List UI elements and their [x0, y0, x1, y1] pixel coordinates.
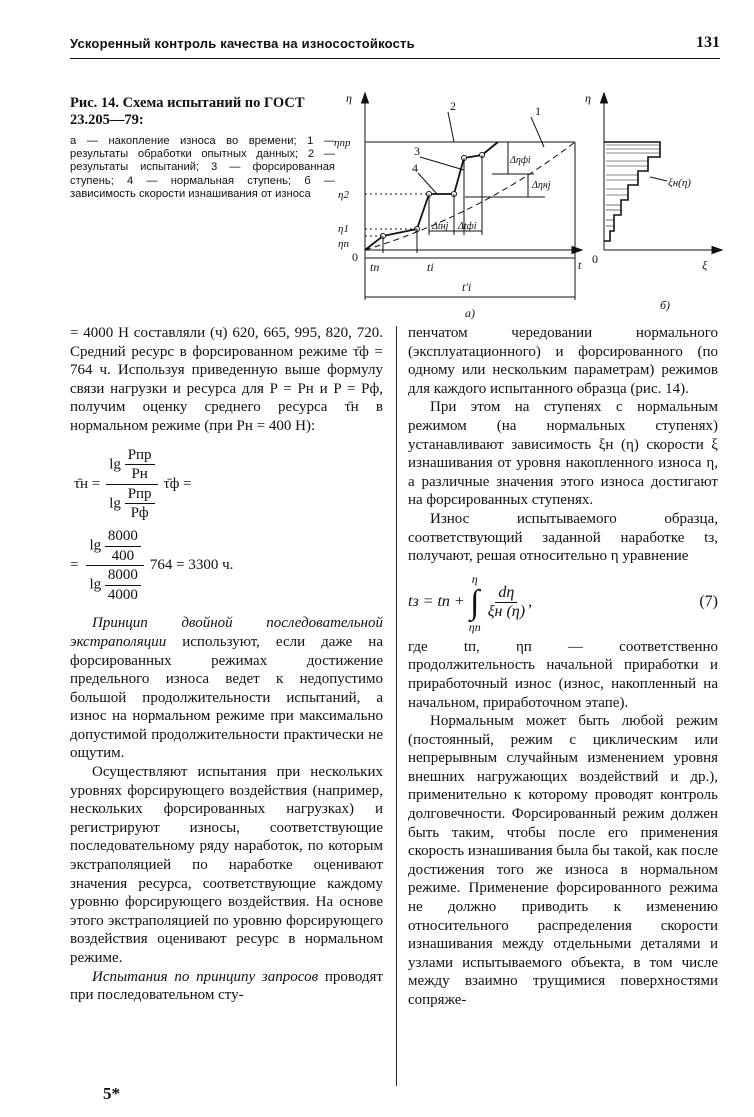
label-2: 2: [450, 99, 456, 113]
right-paragraph-3: Износ испытываемого образца, соответствующий заданной наработке tз, получают, решая относительно η уравнение: [408, 510, 718, 565]
resource-equation-1: τ̄н = lg $\frac{\text{Pпр}}{Pн}$ lg $\frac{\text{Pпр}}{Pф}$ τ̄ф =: [74, 446, 192, 522]
right-paragraph-4: где tп, ηп — соответственно продолжительность начальной приработки и приработочный износ (износ, накопленный на начальном, приработочном этапе).: [408, 638, 718, 711]
label-3: 3: [414, 144, 420, 158]
figure-caption: [70, 95, 335, 201]
label-b-zero: 0: [592, 252, 598, 266]
label-b-eta: η: [585, 91, 591, 105]
caption-title: Рис. 14. Схема испытаний по ГОСТ 23.205—79:: [70, 95, 305, 128]
left-paragraph-3: Осуществляют испытания при нескольких уровнях форсирующего воздействия (например, нескольких форсированных нагрузках) и регистрируют износы, соответствующие последовательному ряду наработок, по которым экстраполяцией по наработке оценивают значения ресурса, соответствующие каждому уровню форсирующего воздействия. На основе этого экстраполяцией по уровню форсирующего воздействия оценивают ресурс в нормальном режиме.: [70, 764, 383, 966]
right-paragraph-2: При этом на ступенях с нормальным режимом (на нормальных ступенях) устанавливают зависимость ξн (η) скорости ξ изнашивания от уровня накопленного износа η, а различные значения этого износа достигают на форсированных ступенях.: [408, 399, 718, 509]
wear-test-diagram: [330, 85, 730, 320]
label-t-i: ti: [427, 260, 434, 274]
label-eta-1: η1: [338, 223, 349, 235]
signature-mark: 5*: [103, 1084, 120, 1103]
label-d-eta-fi: Δηфi: [510, 155, 531, 166]
label-d-t-fi: Δtфi: [458, 221, 477, 232]
label-xi: ξ: [702, 258, 708, 272]
label-b: б): [660, 298, 671, 312]
page-number: 131: [696, 34, 720, 51]
label-t: t: [578, 258, 582, 272]
left-column: [70, 324, 383, 1005]
right-paragraph-1: пенчатом чередовании нормального (эксплуатационного) и форсированного (по одному или нескольким параметрам) режимов для каждого испытанного образца (рис. 14).: [408, 325, 718, 397]
equation-number: (7): [699, 593, 718, 611]
header-rule: [70, 58, 720, 59]
label-zero: 0: [352, 250, 358, 264]
label-eta: η: [346, 91, 352, 105]
label-4: 4: [412, 161, 418, 175]
right-paragraph-5: Нормальным может быть любой режим (постоянный, режим с циклическим или непрерывным случайным изменением уровня внешних нагружающих воздействий и др.), применительно к которому проводят контроль долговечности. Форсированный режим должен быть таким, чтобы после его применения скорость изнашивания была бы такой, как после достижения того же износа в нормальном режиме. Применение форсированного режима не должно приводить к изменению относительного распределения скорости изнашивания между отдельными деталями и узлами испытываемого объекта, в том числе между взаимно трущимися поверхностями сопряже-: [408, 713, 718, 1008]
running-title: Ускоренный контроль качества на износостойкость: [70, 36, 415, 51]
resource-equation-2: = lg $\frac{8000}{400}$ lg $\frac{8000}{4000}$ 764 = 3300 ч.: [70, 527, 234, 603]
label-1: 1: [535, 104, 541, 118]
label-eta-p: ηп: [338, 238, 349, 250]
left-paragraph-4: Испытания по принципу запросов проводят при последовательном сту-: [70, 968, 383, 1004]
caption-body: а — накопление износа во времени; 1 — результаты обработки опытных данных; 2 — результаты испытаний; 3 — форсированная ступень; 4 — нормальная ступень; б — зависимость скорости изнашивания от износа: [70, 135, 335, 200]
label-t-p: tп: [370, 260, 380, 274]
t-axis-arrow: [572, 247, 582, 254]
diagram-b: [601, 93, 723, 254]
eta-axis-arrow: [362, 93, 369, 103]
label-eta-pr: ηпр: [334, 137, 351, 149]
integral-sign: η ∫ ηп: [468, 571, 481, 634]
label-d-t-nj: Δtнj: [432, 221, 449, 232]
left-paragraph-1: = 4000 Н составляли (ч) 620, 665, 995, 820, 720. Средний ресурс в форсированном режиме τ̄ф = 764 ч. Используя приведенную выше формулу связи нагрузки и ресурса для P = Pн и P = Pф, получим оценку среднего ресурса τ̄н в нормальном режиме (при Pн = 400 Н):: [70, 325, 383, 434]
right-column: [408, 324, 718, 1010]
page-header: [70, 36, 720, 58]
diagram-labels: [334, 91, 708, 320]
label-a: а): [465, 306, 475, 320]
label-d-eta-nj: Δηнj: [532, 180, 551, 191]
left-paragraph-2: Принцип двойной последовательной экстраполяции используют, если даже на форсированных режимах достижение предельного износа ведет к недопустимо большой продолжительности испытаний, а износ на нормальном режиме при максимально допустимой продолжительности практически не ощутим.: [70, 615, 383, 762]
label-xi-h: ξн(η): [668, 177, 691, 189]
label-eta-2: η2: [338, 189, 349, 201]
equation-7: tз = tп + η ∫ ηп $\frac{d\eta}{\xi н (\eta)}$ , (7): [408, 571, 718, 634]
diagram-a: [362, 93, 583, 300]
column-separator: [396, 326, 397, 1086]
label-t-i-prime: t'i: [462, 280, 472, 294]
